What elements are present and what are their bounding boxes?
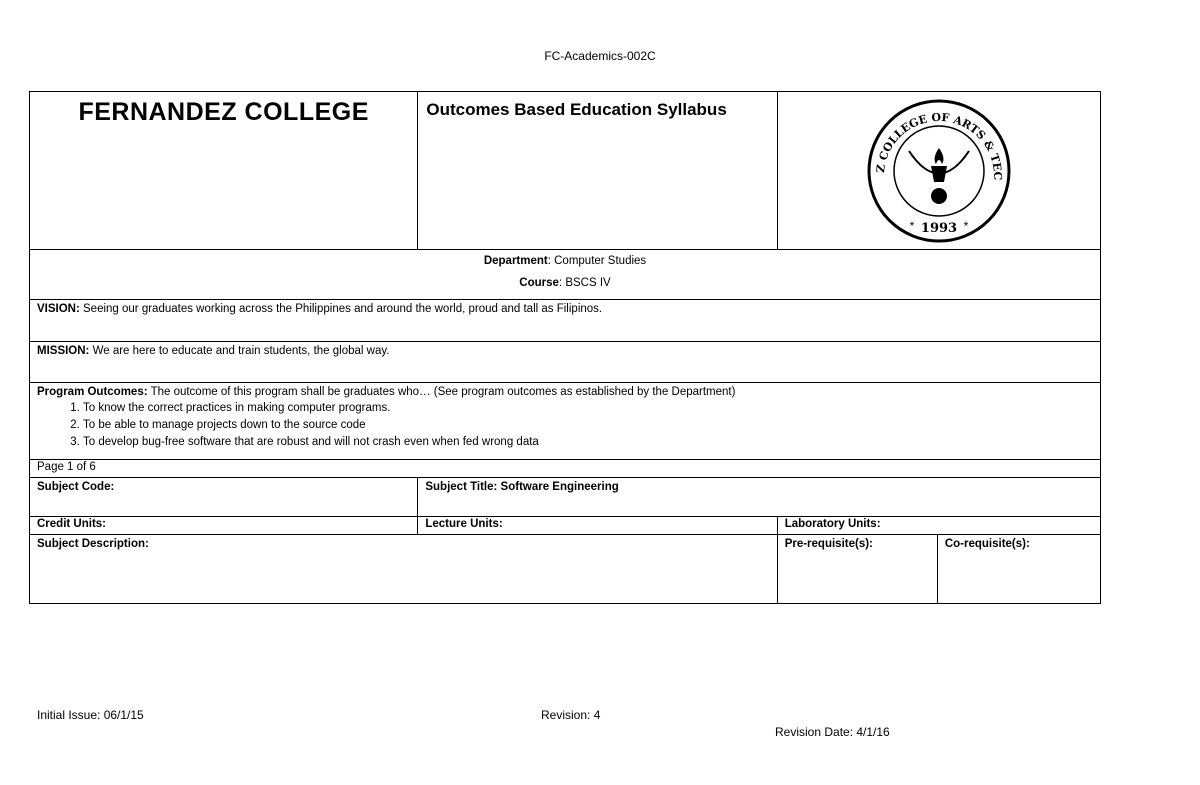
credit-units-field: Credit Units:: [30, 517, 418, 535]
laboratory-units-field: Laboratory Units:: [777, 517, 1100, 535]
course-value: BSCS IV: [565, 277, 611, 289]
program-outcome-item: 1. To know the correct practices in making computer programs.: [83, 400, 1100, 417]
seal-text: Z COLLEGE OF ARTS & TEC: [873, 110, 1004, 181]
subject-description-field: Subject Description:: [30, 535, 778, 604]
course-line: Course: BSCS IV: [519, 277, 611, 289]
college-name: FERNANDEZ COLLEGE: [78, 98, 369, 126]
subject-code-field: Subject Code:: [30, 478, 418, 517]
program-outcome-item: 3. To develop bug-free software that are robust and will not crash even when fed wrong data: [83, 434, 1100, 451]
prerequisites-field: Pre-requisite(s):: [777, 535, 937, 604]
document-code: FC-Academics-002C: [544, 49, 656, 63]
subject-title-field: Subject Title: Software Engineering: [418, 478, 1101, 517]
syllabus-title-cell: [418, 92, 777, 250]
mission-cell: [30, 342, 1101, 383]
corequisites-field: Co-requisite(s):: [937, 535, 1100, 604]
college-name-cell: [30, 92, 418, 250]
program-outcome-item: 2. To be able to manage projects down to the source code: [83, 417, 1100, 434]
page-indicator-cell: [30, 460, 1101, 478]
vision-text: Seeing our graduates working across the Philippines and around the world, proud and tall as Filipinos.: [83, 303, 603, 315]
program-outcomes-intro: The outcome of this program shall be graduates who… (See program outcomes as established by the Department): [150, 386, 736, 398]
seal-cell: [777, 92, 1100, 250]
college-seal-logo: [864, 96, 1014, 246]
vision-cell: [30, 300, 1101, 342]
department-value: Computer Studies: [554, 255, 647, 267]
revision: Revision: 4: [541, 708, 601, 722]
initial-issue: Initial Issue: 06/1/15: [37, 708, 144, 722]
seal-star-right: *: [963, 219, 969, 233]
mission-text: We are here to educate and train students, the global way.: [92, 345, 390, 357]
seal-star-left: *: [909, 219, 915, 233]
program-outcomes-cell: [30, 383, 1101, 460]
syllabus-title: Outcomes Based Education Syllabus: [426, 100, 727, 119]
department-course-cell: [30, 250, 1101, 300]
page-indicator: Page 1 of 6: [37, 461, 96, 473]
program-outcomes-label: Program Outcomes:: [37, 386, 148, 398]
mission-label: MISSION:: [37, 345, 90, 357]
revision-date: Revision Date: 4/1/16: [775, 725, 890, 739]
seal-year: 1993: [920, 221, 957, 236]
lecture-units-field: Lecture Units:: [418, 517, 777, 535]
program-outcomes-list: [37, 400, 1100, 451]
syllabus-table: [29, 91, 1101, 604]
department-line: Department: Computer Studies: [483, 255, 647, 267]
vision-label: VISION:: [37, 303, 80, 315]
